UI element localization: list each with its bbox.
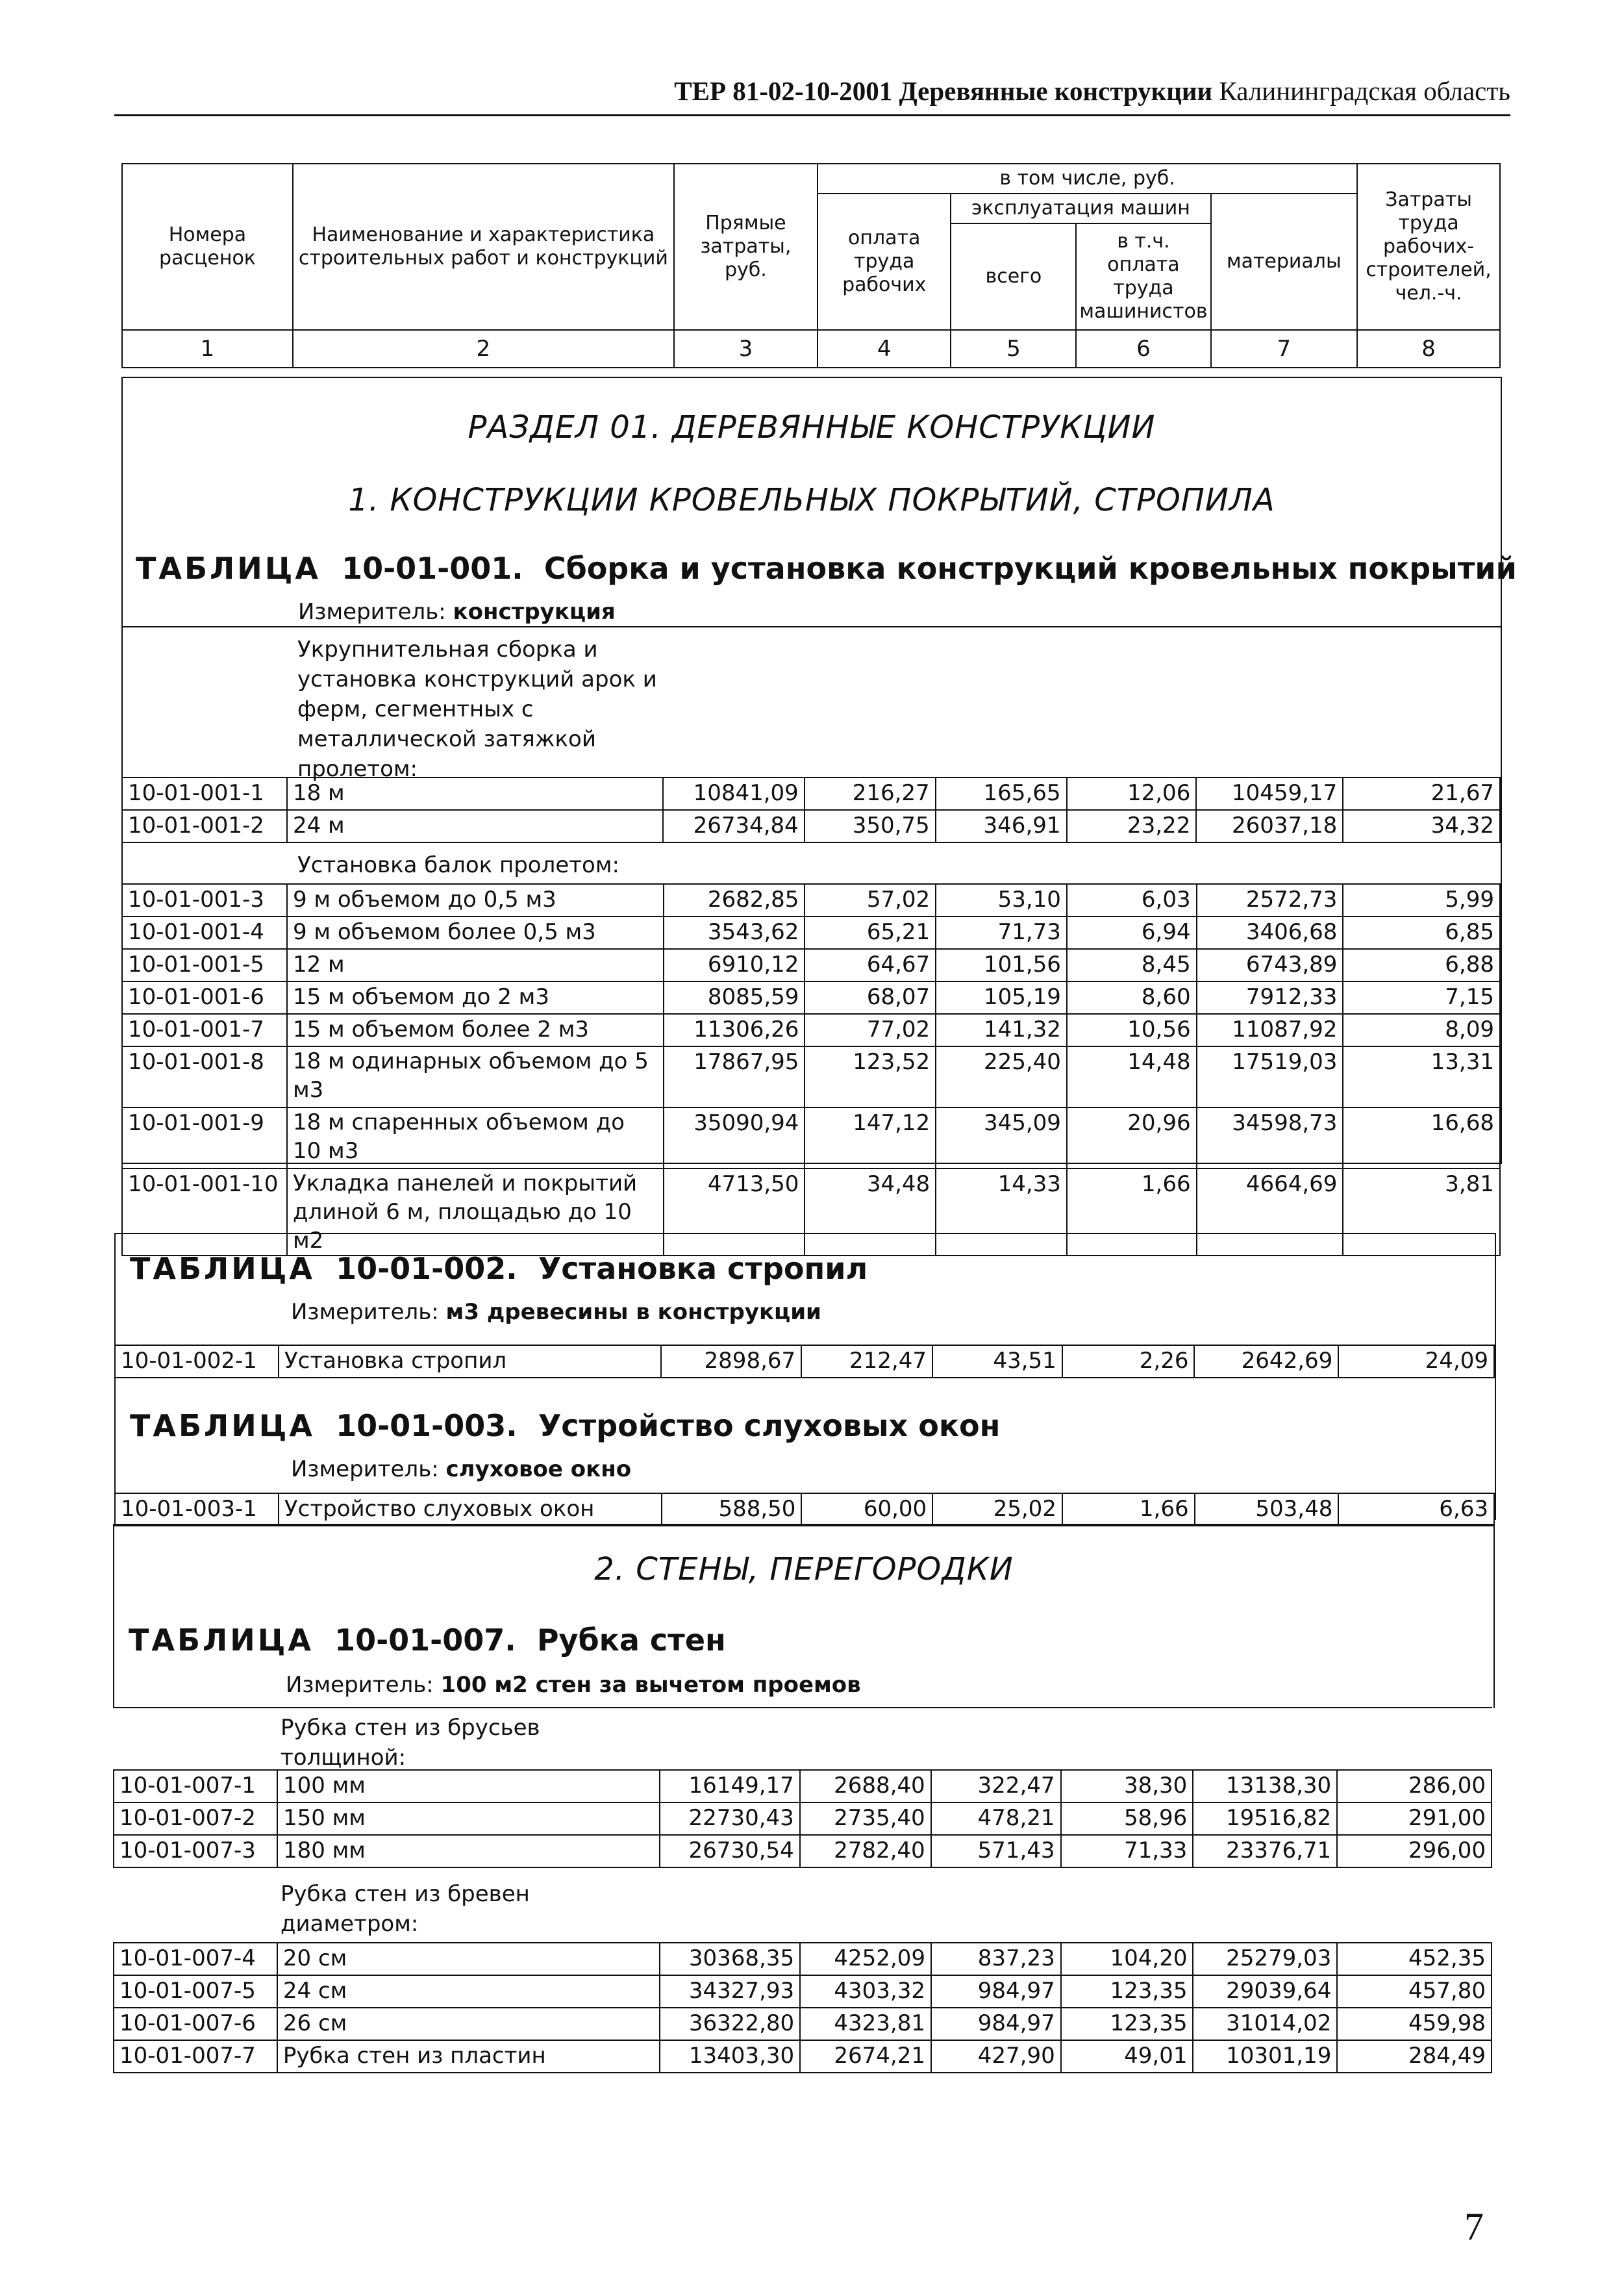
value-cell: 478,21 xyxy=(931,1802,1061,1835)
work-name-cell: 18 м спаренных объемом до 10 м3 xyxy=(287,1107,664,1169)
value-cell: 4303,32 xyxy=(800,1975,931,2008)
rate-code-cell: 10-01-007-6 xyxy=(114,2008,277,2040)
value-cell: 105,19 xyxy=(936,981,1067,1014)
value-cell: 2735,40 xyxy=(800,1802,931,1835)
value-cell: 7912,33 xyxy=(1197,981,1343,1014)
table-001-intro-2: Установка балок пролетом: xyxy=(297,852,619,878)
table-row xyxy=(115,1345,1494,1378)
rate-code-cell: 10-01-001-10 xyxy=(122,1169,287,1256)
value-cell: 36322,80 xyxy=(660,2008,800,2040)
table-003-rows xyxy=(114,1493,1495,1526)
work-name-cell: 150 мм xyxy=(277,1802,660,1835)
table-001-intro-1: Укрупнительная сборка и установка конструкций арок и ферм, сегментных с металлической затяжкой пролетом: xyxy=(297,637,657,782)
table-row xyxy=(122,810,1500,842)
value-cell: 13403,30 xyxy=(660,2040,800,2073)
value-cell: 147,12 xyxy=(805,1107,936,1169)
value-cell: 291,00 xyxy=(1337,1802,1492,1835)
table-001-top-rule xyxy=(121,626,1501,627)
rate-code-cell: 10-01-001-5 xyxy=(122,949,287,981)
table-001-title: ТАБЛИЦА 10-01-001. Сборка и установка конструкций кровельных покрытий xyxy=(136,551,1517,586)
value-cell: 4664,69 xyxy=(1197,1169,1343,1256)
work-name-cell: 15 м объемом более 2 м3 xyxy=(287,1014,664,1046)
value-cell: 12,06 xyxy=(1067,777,1197,810)
value-cell: 216,27 xyxy=(805,777,936,810)
table-007-intro-1: Рубка стен из брусьев толщиной: xyxy=(281,1715,540,1771)
table-001-rows-a xyxy=(121,777,1501,843)
value-cell: 284,49 xyxy=(1337,2040,1492,2073)
header-direct: Прямые затраты, руб. xyxy=(674,164,818,330)
value-cell: 34,48 xyxy=(805,1169,936,1256)
value-cell: 101,56 xyxy=(936,949,1067,981)
value-cell: 212,47 xyxy=(801,1345,932,1378)
table-007-top-rule xyxy=(113,1707,1492,1708)
value-cell: 22730,43 xyxy=(660,1802,800,1835)
column-number-cell: 5 xyxy=(951,330,1076,368)
value-cell: 17867,95 xyxy=(664,1046,805,1107)
work-name-cell: Установка стропил xyxy=(279,1345,661,1378)
rate-code-cell: 10-01-007-3 xyxy=(114,1835,277,1867)
rate-code-cell: 10-01-001-3 xyxy=(122,884,287,916)
table-row xyxy=(122,916,1500,949)
table-row xyxy=(122,884,1500,916)
page-number: 7 xyxy=(1464,2205,1484,2248)
column-number-cell: 4 xyxy=(818,330,951,368)
rate-code-cell: 10-01-007-4 xyxy=(114,1943,277,1975)
value-cell: 34,32 xyxy=(1343,810,1500,842)
value-cell: 6,88 xyxy=(1343,949,1500,981)
value-cell: 1,66 xyxy=(1062,1493,1195,1526)
section-title: РАЗДЕЛ 01. ДЕРЕВЯННЫЕ КОНСТРУКЦИИ xyxy=(468,409,1156,446)
chapter-1-title: 1. КОНСТРУКЦИИ КРОВЕЛЬНЫХ ПОКРЫТИЙ, СТРОПИЛА xyxy=(348,482,1275,518)
value-cell: 7,15 xyxy=(1343,981,1500,1014)
document-code: ТЕР 81-02-10-2001 xyxy=(674,76,893,106)
value-cell: 2674,21 xyxy=(800,2040,931,2073)
rate-code-cell: 10-01-001-8 xyxy=(122,1046,287,1107)
value-cell: 30368,35 xyxy=(660,1943,800,1975)
rate-code-cell: 10-01-001-7 xyxy=(122,1014,287,1046)
table-007-measurer: Измеритель: 100 м2 стен за вычетом проемов xyxy=(286,1672,861,1698)
header-codes: Номера расценок xyxy=(122,164,293,330)
value-cell: 26730,54 xyxy=(660,1835,800,1867)
value-cell: 60,00 xyxy=(801,1493,932,1526)
column-number-cell: 3 xyxy=(674,330,818,368)
value-cell: 2682,85 xyxy=(664,884,805,916)
value-cell: 26037,18 xyxy=(1196,810,1343,842)
value-cell: 19516,82 xyxy=(1193,1802,1337,1835)
work-name-cell: 26 см xyxy=(277,2008,660,2040)
value-cell: 34327,93 xyxy=(660,1975,800,2008)
value-cell: 427,90 xyxy=(931,2040,1061,2073)
value-cell: 104,20 xyxy=(1061,1943,1193,1975)
table-row xyxy=(122,981,1500,1014)
value-cell: 8,60 xyxy=(1067,981,1197,1014)
table-row xyxy=(122,1014,1500,1046)
value-cell: 10301,19 xyxy=(1193,2040,1337,2073)
table-row xyxy=(114,1770,1492,1802)
value-cell: 25279,03 xyxy=(1193,1943,1337,1975)
value-cell: 68,07 xyxy=(805,981,936,1014)
work-name-cell: 15 м объемом до 2 м3 xyxy=(287,981,664,1014)
value-cell: 4252,09 xyxy=(800,1943,931,1975)
value-cell: 3,81 xyxy=(1343,1169,1500,1256)
work-name-cell: Устройство слуховых окон xyxy=(279,1493,662,1526)
value-cell: 350,75 xyxy=(805,810,936,842)
rate-code-cell: 10-01-007-5 xyxy=(114,1975,277,2008)
value-cell: 503,48 xyxy=(1195,1493,1339,1526)
value-cell: 225,40 xyxy=(936,1046,1067,1107)
table-row xyxy=(114,2040,1492,2073)
table-002-title: ТАБЛИЦА 10-01-002. Установка стропил xyxy=(130,1251,868,1286)
column-header-table xyxy=(121,163,1501,368)
value-cell: 457,80 xyxy=(1337,1975,1492,2008)
table-003-title: ТАБЛИЦА 10-01-003. Устройство слуховых окон xyxy=(130,1408,1001,1443)
value-cell: 6910,12 xyxy=(664,949,805,981)
value-cell: 5,99 xyxy=(1343,884,1500,916)
value-cell: 4713,50 xyxy=(664,1169,805,1256)
value-cell: 11306,26 xyxy=(664,1014,805,1046)
value-cell: 4323,81 xyxy=(800,2008,931,2040)
value-cell: 10841,09 xyxy=(663,777,805,810)
value-cell: 34598,73 xyxy=(1197,1107,1343,1169)
header-name: Наименование и характеристика строительных работ и конструкций xyxy=(293,164,674,330)
chapter-2-title: 2. СТЕНЫ, ПЕРЕГОРОДКИ xyxy=(594,1551,1014,1587)
table-007-title: ТАБЛИЦА 10-01-007. Рубка стен xyxy=(129,1623,726,1658)
value-cell: 17519,03 xyxy=(1197,1046,1343,1107)
value-cell: 23,22 xyxy=(1067,810,1197,842)
value-cell: 2688,40 xyxy=(800,1770,931,1802)
work-name-cell: 20 см xyxy=(277,1943,660,1975)
value-cell: 25,02 xyxy=(932,1493,1062,1526)
table-001-measurer: Измеритель: конструкция xyxy=(298,599,616,625)
table-row xyxy=(114,1802,1492,1835)
value-cell: 24,09 xyxy=(1338,1345,1494,1378)
column-number-row xyxy=(122,330,1500,368)
rate-code-cell: 10-01-001-2 xyxy=(122,810,287,842)
value-cell: 77,02 xyxy=(805,1014,936,1046)
value-cell: 1,66 xyxy=(1067,1169,1197,1256)
value-cell: 452,35 xyxy=(1337,1943,1492,1975)
document-title: Деревянные конструкции xyxy=(899,76,1213,106)
value-cell: 10,56 xyxy=(1067,1014,1197,1046)
value-cell: 8085,59 xyxy=(664,981,805,1014)
header-materials: материалы xyxy=(1211,194,1358,330)
work-name-cell: 180 мм xyxy=(277,1835,660,1867)
value-cell: 3543,62 xyxy=(664,916,805,949)
work-name-cell: 9 м объемом до 0,5 м3 xyxy=(287,884,664,916)
value-cell: 53,10 xyxy=(936,884,1067,916)
table-row xyxy=(122,949,1500,981)
table-002-measurer: Измеритель: м3 древесины в конструкции xyxy=(291,1299,821,1325)
column-number-cell: 2 xyxy=(293,330,674,368)
value-cell: 31014,02 xyxy=(1193,2008,1337,2040)
work-name-cell: 9 м объемом более 0,5 м3 xyxy=(287,916,664,949)
value-cell: 141,32 xyxy=(936,1014,1067,1046)
table-row xyxy=(115,1493,1494,1526)
header-wages: оплата труда рабочих xyxy=(818,194,951,330)
value-cell: 21,67 xyxy=(1343,777,1500,810)
table-row xyxy=(114,1975,1492,2008)
rate-code-cell: 10-01-001-4 xyxy=(122,916,287,949)
rate-code-cell: 10-01-007-2 xyxy=(114,1802,277,1835)
value-cell: 6,85 xyxy=(1343,916,1500,949)
value-cell: 6,63 xyxy=(1338,1493,1494,1526)
rate-code-cell: 10-01-007-1 xyxy=(114,1770,277,1802)
value-cell: 64,67 xyxy=(805,949,936,981)
value-cell: 8,45 xyxy=(1067,949,1197,981)
value-cell: 10459,17 xyxy=(1196,777,1343,810)
value-cell: 123,52 xyxy=(805,1046,936,1107)
work-name-cell: 12 м xyxy=(287,949,664,981)
table-row xyxy=(114,2008,1492,2040)
header-incl: в том числе, руб. xyxy=(818,164,1357,194)
value-cell: 165,65 xyxy=(936,777,1067,810)
work-name-cell: 24 м xyxy=(287,810,663,842)
value-cell: 57,02 xyxy=(805,884,936,916)
value-cell: 13,31 xyxy=(1343,1046,1500,1107)
rate-code-cell: 10-01-001-1 xyxy=(122,777,287,810)
table-row xyxy=(122,777,1500,810)
value-cell: 14,48 xyxy=(1067,1046,1197,1107)
header-labor: Затраты труда рабочих-строителей, чел.-ч. xyxy=(1357,164,1500,330)
table-001-rows-b xyxy=(121,883,1501,1256)
table-row xyxy=(122,1107,1500,1169)
table-row xyxy=(114,1835,1492,1867)
work-name-cell: Рубка стен из пластин xyxy=(277,2040,660,2073)
value-cell: 588,50 xyxy=(662,1493,802,1526)
table-003-measurer: Измеритель: слуховое окно xyxy=(291,1456,632,1482)
value-cell: 65,21 xyxy=(805,916,936,949)
value-cell: 49,01 xyxy=(1061,2040,1193,2073)
rate-code-cell: 10-01-002-1 xyxy=(115,1345,279,1378)
value-cell: 6,03 xyxy=(1067,884,1197,916)
value-cell: 16149,17 xyxy=(660,1770,800,1802)
value-cell: 123,35 xyxy=(1061,1975,1193,2008)
header-machines: эксплуатация машин xyxy=(951,194,1210,223)
value-cell: 29039,64 xyxy=(1193,1975,1337,2008)
value-cell: 2782,40 xyxy=(800,1835,931,1867)
value-cell: 43,51 xyxy=(932,1345,1062,1378)
value-cell: 984,97 xyxy=(931,2008,1061,2040)
rate-code-cell: 10-01-007-7 xyxy=(114,2040,277,2073)
value-cell: 11087,92 xyxy=(1197,1014,1343,1046)
value-cell: 23376,71 xyxy=(1193,1835,1337,1867)
section-block-2 xyxy=(113,1524,1495,1708)
page-header xyxy=(114,78,1510,105)
value-cell: 58,96 xyxy=(1061,1802,1193,1835)
header-machines-total: всего xyxy=(951,223,1076,330)
work-name-cell: 100 мм xyxy=(277,1770,660,1802)
value-cell: 3406,68 xyxy=(1197,916,1343,949)
value-cell: 2642,69 xyxy=(1194,1345,1338,1378)
value-cell: 2898,67 xyxy=(661,1345,801,1378)
work-name-cell: 24 см xyxy=(277,1975,660,2008)
table-007-rows-b xyxy=(113,1942,1492,2073)
table-002-rows xyxy=(114,1345,1495,1378)
value-cell: 837,23 xyxy=(931,1943,1061,1975)
value-cell: 459,98 xyxy=(1337,2008,1492,2040)
table-007-intro-2: Рубка стен из бревен диаметром: xyxy=(281,1881,530,1937)
document-region: Калининградская область xyxy=(1219,76,1510,106)
table-row xyxy=(114,1943,1492,1975)
value-cell: 2,26 xyxy=(1062,1345,1195,1378)
value-cell: 14,33 xyxy=(936,1169,1067,1256)
work-name-cell: 18 м xyxy=(287,777,663,810)
table-007-rows-a xyxy=(113,1769,1492,1868)
column-number-cell: 8 xyxy=(1357,330,1500,368)
column-number-cell: 1 xyxy=(122,330,293,368)
header-rule xyxy=(114,114,1510,116)
value-cell: 35090,94 xyxy=(664,1107,805,1169)
value-cell: 38,30 xyxy=(1061,1770,1193,1802)
value-cell: 2572,73 xyxy=(1197,884,1343,916)
value-cell: 286,00 xyxy=(1337,1770,1492,1802)
header-machinist-wages: в т.ч. оплата труда машинистов xyxy=(1076,223,1210,330)
rate-code-cell: 10-01-001-9 xyxy=(122,1107,287,1169)
value-cell: 123,35 xyxy=(1061,2008,1193,2040)
value-cell: 296,00 xyxy=(1337,1835,1492,1867)
work-name-cell: 18 м одинарных объемом до 5 м3 xyxy=(287,1046,664,1107)
value-cell: 8,09 xyxy=(1343,1014,1500,1046)
work-name-cell: Укладка панелей и покрытий длиной 6 м, площадью до 10 м2 xyxy=(287,1169,664,1256)
value-cell: 6,94 xyxy=(1067,916,1197,949)
value-cell: 346,91 xyxy=(936,810,1067,842)
value-cell: 20,96 xyxy=(1067,1107,1197,1169)
value-cell: 6743,89 xyxy=(1197,949,1343,981)
column-number-cell: 6 xyxy=(1076,330,1210,368)
value-cell: 984,97 xyxy=(931,1975,1061,2008)
value-cell: 71,33 xyxy=(1061,1835,1193,1867)
value-cell: 345,09 xyxy=(936,1107,1067,1169)
table-row xyxy=(122,1046,1500,1107)
value-cell: 16,68 xyxy=(1343,1107,1500,1169)
value-cell: 26734,84 xyxy=(663,810,805,842)
rate-code-cell: 10-01-001-6 xyxy=(122,981,287,1014)
column-number-cell: 7 xyxy=(1211,330,1358,368)
value-cell: 322,47 xyxy=(931,1770,1061,1802)
rate-code-cell: 10-01-003-1 xyxy=(115,1493,279,1526)
value-cell: 571,43 xyxy=(931,1835,1061,1867)
value-cell: 13138,30 xyxy=(1193,1770,1337,1802)
value-cell: 71,73 xyxy=(936,916,1067,949)
